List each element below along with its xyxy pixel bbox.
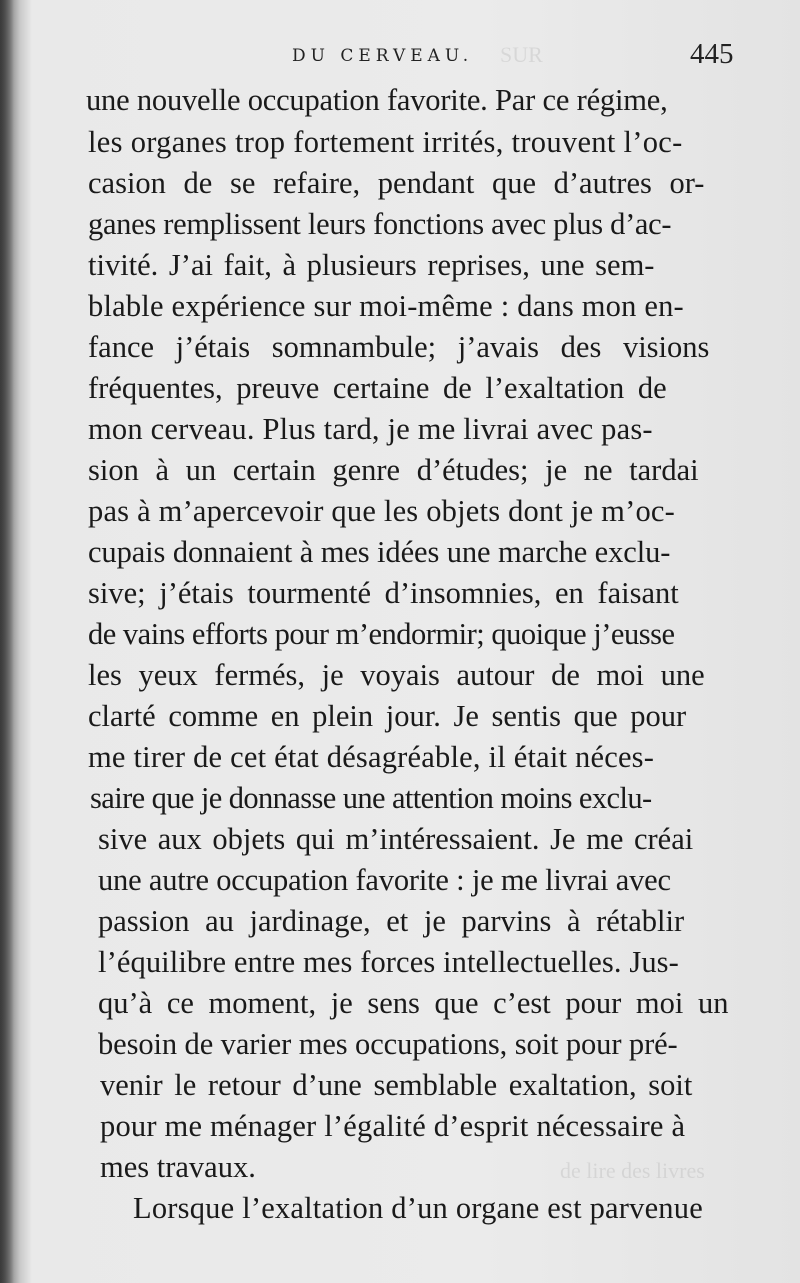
text-line: tivité. J’ai fait, à plusieurs reprises, une sem-	[88, 248, 655, 282]
text-line: ganes remplissent leurs fonctions avec plus d’ac-	[88, 207, 672, 241]
text-line: sive; j’étais tourmenté d’insomnies, en faisant	[88, 576, 679, 610]
text-line: sion à un certain genre d’études; je ne tardai	[88, 453, 699, 487]
text-line: venir le retour d’une semblable exaltation, soit	[100, 1068, 693, 1102]
text-line: de vains efforts pour m’endormir; quoique j’eusse	[88, 617, 675, 651]
text-line: casion de se refaire, pendant que d’autres or-	[88, 166, 705, 200]
text-line: une nouvelle occupation favorite. Par ce régime,	[86, 83, 668, 117]
text-line: pour me ménager l’égalité d’esprit nécessaire à	[100, 1109, 686, 1143]
page-header	[0, 38, 800, 78]
text-line: les organes trop fortement irrités, trouvent l’oc-	[88, 125, 683, 159]
text-line: mon cerveau. Plus tard, je me livrai avec pas-	[88, 412, 653, 446]
text-line: saire que je donnasse une attention moins exclu-	[90, 781, 652, 815]
text-line: clarté comme en plein jour. Je sentis que pour	[88, 699, 687, 733]
text-line: passion au jardinage, et je parvins à rétablir	[98, 904, 685, 938]
text-line: les yeux fermés, je voyais autour de moi une	[88, 658, 705, 692]
text-line: fance j’étais somnambule; j’avais des visions	[88, 330, 710, 364]
text-line: blable expérience sur moi-même : dans mon en-	[88, 289, 684, 323]
bleed-through-text: SUR	[500, 42, 543, 67]
text-line: sive aux objets qui m’intéressaient. Je me créai	[98, 822, 694, 856]
text-line: fréquentes, preuve certaine de l’exaltation de	[88, 371, 667, 405]
text-line: mes travaux.	[100, 1150, 256, 1184]
page-gutter-shadow	[0, 0, 14, 1283]
text-line: pas à m’apercevoir que les objets dont je m’oc-	[88, 494, 675, 528]
text-line: Lorsque l’exaltation d’un organe est parvenue	[133, 1191, 703, 1225]
text-line: me tirer de cet état désagréable, il était néces-	[88, 740, 655, 774]
page-number: 445	[690, 38, 734, 70]
text-line: besoin de varier mes occupations, soit pour pré-	[98, 1027, 678, 1061]
text-line: cupais donnaient à mes idées une marche exclu-	[88, 535, 671, 569]
text-line: l’équilibre entre mes forces intellectuelles. Jus-	[98, 945, 679, 979]
bleed-through-text: de lire des livres	[560, 1158, 705, 1183]
text-line: une autre occupation favorite : je me livrai avec	[98, 863, 671, 897]
text-line: qu’à ce moment, je sens que c’est pour moi un	[98, 986, 729, 1020]
running-head: DU CERVEAU.	[292, 46, 474, 66]
